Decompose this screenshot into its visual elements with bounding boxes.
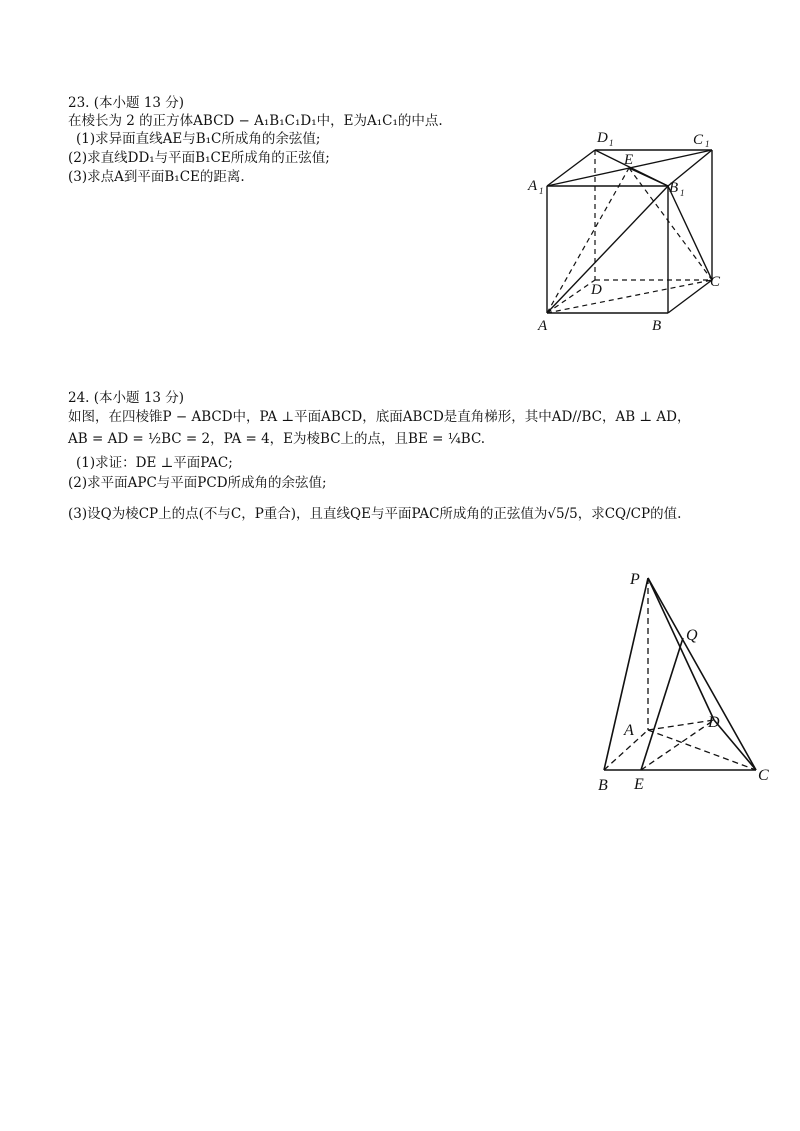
problem-23-question-1: (1)求异面直线AE与B₁C所成角的余弦值; xyxy=(76,131,321,147)
cube-label-D: D xyxy=(591,282,602,298)
problem-24-question-2: (2)求平面APC与平面PCD所成角的余弦值; xyxy=(68,475,327,491)
cube-label-C1: C xyxy=(693,132,704,148)
cube-subscript-A1: 1 xyxy=(539,186,544,196)
cube-label-B1: B xyxy=(669,180,679,196)
cube-label-C: C xyxy=(710,274,721,290)
problem-24-given: AB = AD = ½BC = 2，PA = 4，E为棱BC上的点，且BE = ¼BC. xyxy=(68,431,486,447)
cube-label-E: E xyxy=(624,152,634,168)
problem-24-question-1: (1)求证：DE ⊥平面PAC; xyxy=(76,455,233,471)
cube-label-D1: D xyxy=(597,130,608,146)
pyramid-label-C: C xyxy=(758,767,769,784)
pyramid-label-D: D xyxy=(708,714,720,731)
pyramid-figure xyxy=(590,565,780,795)
cube-subscript-B1: 1 xyxy=(680,188,685,198)
problem-24-intro: 如图，在四棱锥P − ABCD中，PA ⊥平面ABCD，底面ABCD是直角梯形，其中AD//BC，AB ⊥ AD， xyxy=(68,409,691,425)
pyramid-label-B: B xyxy=(598,777,608,794)
problem-23-intro: 在棱长为 2 的正方体ABCD − A₁B₁C₁D₁中，E为A₁C₁的中点. xyxy=(68,113,443,129)
problem-24-question-3: (3)设Q为棱CP上的点(不与C，P重合)，且直线QE与平面PAC所成角的正弦值为√5/5，求CQ/CP的值. xyxy=(68,506,682,522)
cube-subscript-D1: 1 xyxy=(609,138,614,148)
cube-subscript-C1: 1 xyxy=(705,139,710,149)
pyramid-label-P: P xyxy=(630,571,640,588)
cube-label-B: B xyxy=(652,318,662,334)
problem-23-question-2: (2)求直线DD₁与平面B₁CE所成角的正弦值; xyxy=(68,150,330,166)
pyramid-label-E: E xyxy=(634,776,644,793)
cube-label-A: A xyxy=(538,318,548,334)
cube-label-A1: A xyxy=(528,178,538,194)
problem-24-header: 24. (本小题 13 分) xyxy=(68,390,185,406)
pyramid-label-Q: Q xyxy=(686,627,698,644)
pyramid-label-A: A xyxy=(624,722,634,739)
problem-23-header: 23. (本小题 13 分) xyxy=(68,95,185,111)
cube-figure xyxy=(515,120,735,340)
problem-23-question-3: (3)求点A到平面B₁CE的距离. xyxy=(68,169,245,185)
